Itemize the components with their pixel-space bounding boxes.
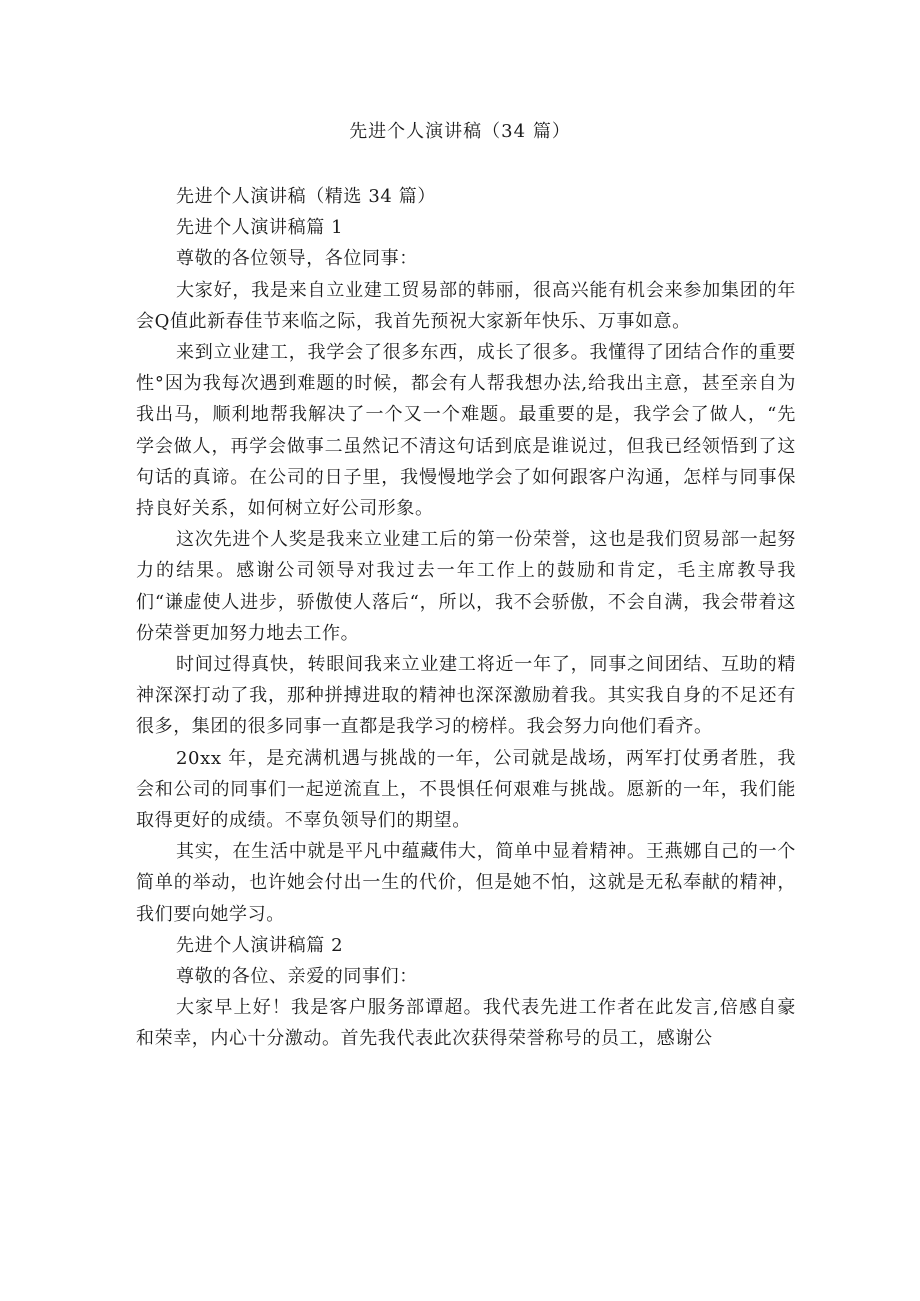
body-paragraph: 大家好，我是来自立业建工贸易部的韩丽，很高兴能有机会来参加集团的年会Q值此新春佳节来临之际，我首先预祝大家新年快乐、万事如意。 [136,279,796,332]
salutation-2: 尊敬的各位、亲爱的同事们： [176,966,418,988]
salutation-1: 尊敬的各位领导，各位同事： [176,248,418,270]
body-paragraph: 时间过得真快，转眼间我来立业建工将近一年了，同事之间团结、互助的精神深深打动了我，那种拼搏进取的精神也深深激励着我。其实我自身的不足还有很多，集团的很多同事一直都是我学习的榜样。我会努力向他们看齐。 [136,654,796,738]
subtitle-paragraph: 先进个人演讲稿（精选 34 篇） [176,186,436,207]
body-paragraph: 大家早上好！我是客户服务部谭超。我代表先进工作者在此发言,倍感自豪和荣幸，内心十分激动。首先我代表此次获得荣誉称号的员工，感谢公 [136,997,796,1050]
body-paragraph: 20xx 年，是充满机遇与挑战的一年，公司就是战场，两军打仗勇者胜，我会和公司的同事们一起逆流直上，不畏惧任何艰难与挑战。愿新的一年，我们能取得更好的成绩。不辜负领导们的期望。 [136,747,796,832]
document-body [136,181,796,1055]
section-heading-1: 先进个人演讲稿篇 1 [176,217,344,239]
body-paragraph: 这次先进个人奖是我来立业建工后的第一份荣誉，这也是我们贸易部一起努力的结果。感谢公司领导对我过去一年工作上的鼓励和肯定，毛主席教导我们“谦虚使人进步，骄傲使人落后“，所以，我不会骄傲，不会自满，我会带着这份荣誉更加努力地去工作。 [136,529,796,644]
body-paragraph: 其实，在生活中就是平凡中蕴藏伟大，简单中显着精神。王燕娜自己的一个简单的举动，也许她会付出一生的代价，但是她不怕，这就是无私奉献的精神，我们要向她学习。 [136,841,796,925]
document-title: 先进个人演讲稿（34 篇） [349,121,571,142]
section-heading-2: 先进个人演讲稿篇 2 [176,934,344,956]
body-paragraph: 来到立业建工，我学会了很多东西，成长了很多。我懂得了团结合作的重要性°因为我每次遇到难题的时候，都会有人帮我想办法,给我出主意，甚至亲自为我出马，顺利地帮我解决了一个又一个难题。最重要的是，我学会了做人，“先学会做人，再学会做事二虽然记不清这句话到底是谁说过，但我已经领悟到了这句话的真谛。在公司的日子里，我慢慢地学会了如何跟客户沟通，怎样与同事保持良好关系，如何树立好公司形象。 [136,342,796,520]
